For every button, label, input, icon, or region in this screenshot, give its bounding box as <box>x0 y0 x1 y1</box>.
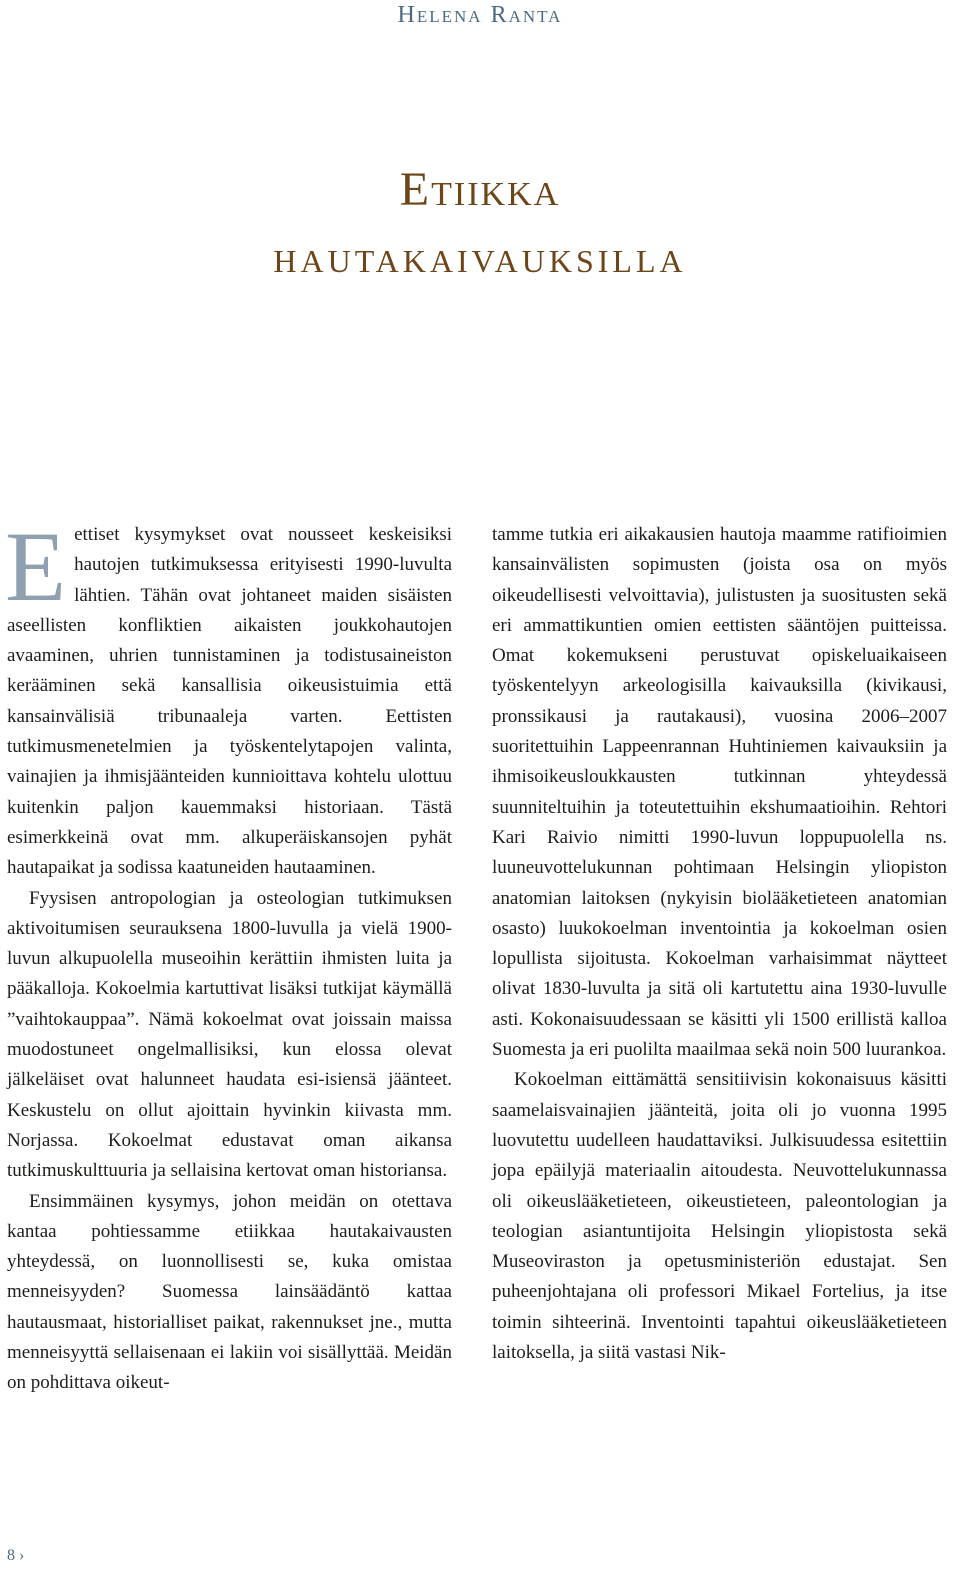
paragraph-collections: Fyysisen antropologian ja osteologian tutkimuksen aktivoitumisen seurauksena 1800-luvulla ja vielä 1900-luvun alkupuolella museoihin kerättiin ihmisten luita ja pääkalloja. Kokoelmia kartuttivat lisäksi tutkijat käymällä ”vaihtokauppaa”. Nämä kokoelmat ovat joissain maissa muodostuneet ongelmallisiksi, kun elossa olevat jälkeläiset ovat halunneet haudata esi-isiensä jäänteet. Keskustelu on ollut ajoittain hyvinkin kiivasta mm. Norjassa. Kokoelmat edustavat oman aikansa tutkimuskulttuuria ja sellaisina kertovat oman historiansa. <box>7 887 452 1182</box>
paragraph-sami-remains: Kokoelman eittämättä sensitiivisin kokonaisuus käsitti saamelaisvainajien jäänteitä, joita oli jo vuonna 1995 luovutettu uudelleen haudattaviksi. Julkisuudessa esitettiin jopa epäilyjä materiaalin aitoudesta. Neuvottelukunnassa oli oikeuslääketieteen, oikeustieteen, paleontologian ja teologian asiantuntijoita Helsingin yliopistosta sekä Museoviraston ja opetusministeriön edustajat. Sen puheenjohtajana oli professori Mikael Fortelius, ja itse toimin sihteerinä. Inventointi tapahtui oikeuslääketieteen laitoksella, ja siitä vastasi Nik- <box>492 1069 947 1364</box>
running-head: Helena Ranta <box>397 2 563 28</box>
drop-cap: E <box>5 511 67 622</box>
right-column <box>492 520 947 1368</box>
left-column <box>5 511 452 1399</box>
paragraph-intro-text: ettiset kysymykset ovat nousseet keskeisiksi hautojen tutkimuksessa erityisesti 1990-luvulta lähtien. Tähän ovat johtaneet maiden sisäisten aseellisten konfliktien aikaisten joukkohautojen avaaminen, uhrien tunnistaminen ja todistusaineiston kerääminen sekä kansallisia oikeusistuimia että kansainvälisiä tribunaaleja varten. Eettisten tutkimusmenetelmien ja työskentelytapojen valinta, vainajien ja ihmisjäänteiden kunnioittava kohtelu ulottuu kuitenkin paljon kauemmaksi historiaan. Tästä esimerkkeinä ovat mm. alkuperäiskansojen pyhät hautapaikat ja sodissa kaatuneiden hautaaminen. <box>7 524 452 879</box>
title-line-1: Etiikka <box>399 163 561 216</box>
paragraph-continuation: tamme tutkia eri aikakausien hautoja maamme ratifioimien kansainvälisten sopimusten (joista osa on myös oikeudellisesti velvoittavia), julistusten ja suositusten sekä eri ammattikuntien omien eettisten sääntöjen puitteissa. Omat kokemukseni perustuvat opiskeluaikaiseen työskentelyyn arkeologisilla kaivauksilla (kivikausi, pronssikausi ja rautakausi), vuosina 2006–2007 suoritettuihin Lappeenrannan Huhtiniemen kaivauksiin ja ihmisoikeusloukkausten tutkinnan yhteydessä suunniteltuihin ja toteutettuihin ekshumaatioihin. Rehtori Kari Raivio nimitti 1990-luvun loppupuolella ns. luuneuvottelukunnan pohtimaan Helsingin yliopiston anatomian laitoksen (nykyisin biolääketieteen anatomian osasto) luukokoelman inventointia ja kokoelman osien lopullista sijoitusta. Kokoelman varhaisimmat näytteet olivat 1830-luvulta ja sitä oli kartutettu aina 1930-luvulle asti. Kokonaisuudessaan se käsitti yli 1500 erillistä kalloa Suomesta ja eri puolilta maailmaa sekä noin 500 luurankoa. <box>492 524 947 1061</box>
page-number: 8 › <box>7 1547 25 1564</box>
paragraph-ownership: Ensimmäinen kysymys, johon meidän on otettava kantaa pohtiessamme etiikkaa hautakaivausten yhteydessä, on luonnollisesti se, kuka omistaa menneisyyden? Suomessa lainsäädäntö kattaa hautausmaat, historialliset paikat, rakennukset jne., mutta menneisyyttä sellaisenaan ei lakiin voi sisällyttää. Meidän on pohdittava oikeut- <box>7 1190 452 1394</box>
article-title <box>0 160 960 285</box>
paragraph-intro <box>5 511 452 884</box>
title-line-2: hautakaivauksilla <box>273 232 687 282</box>
